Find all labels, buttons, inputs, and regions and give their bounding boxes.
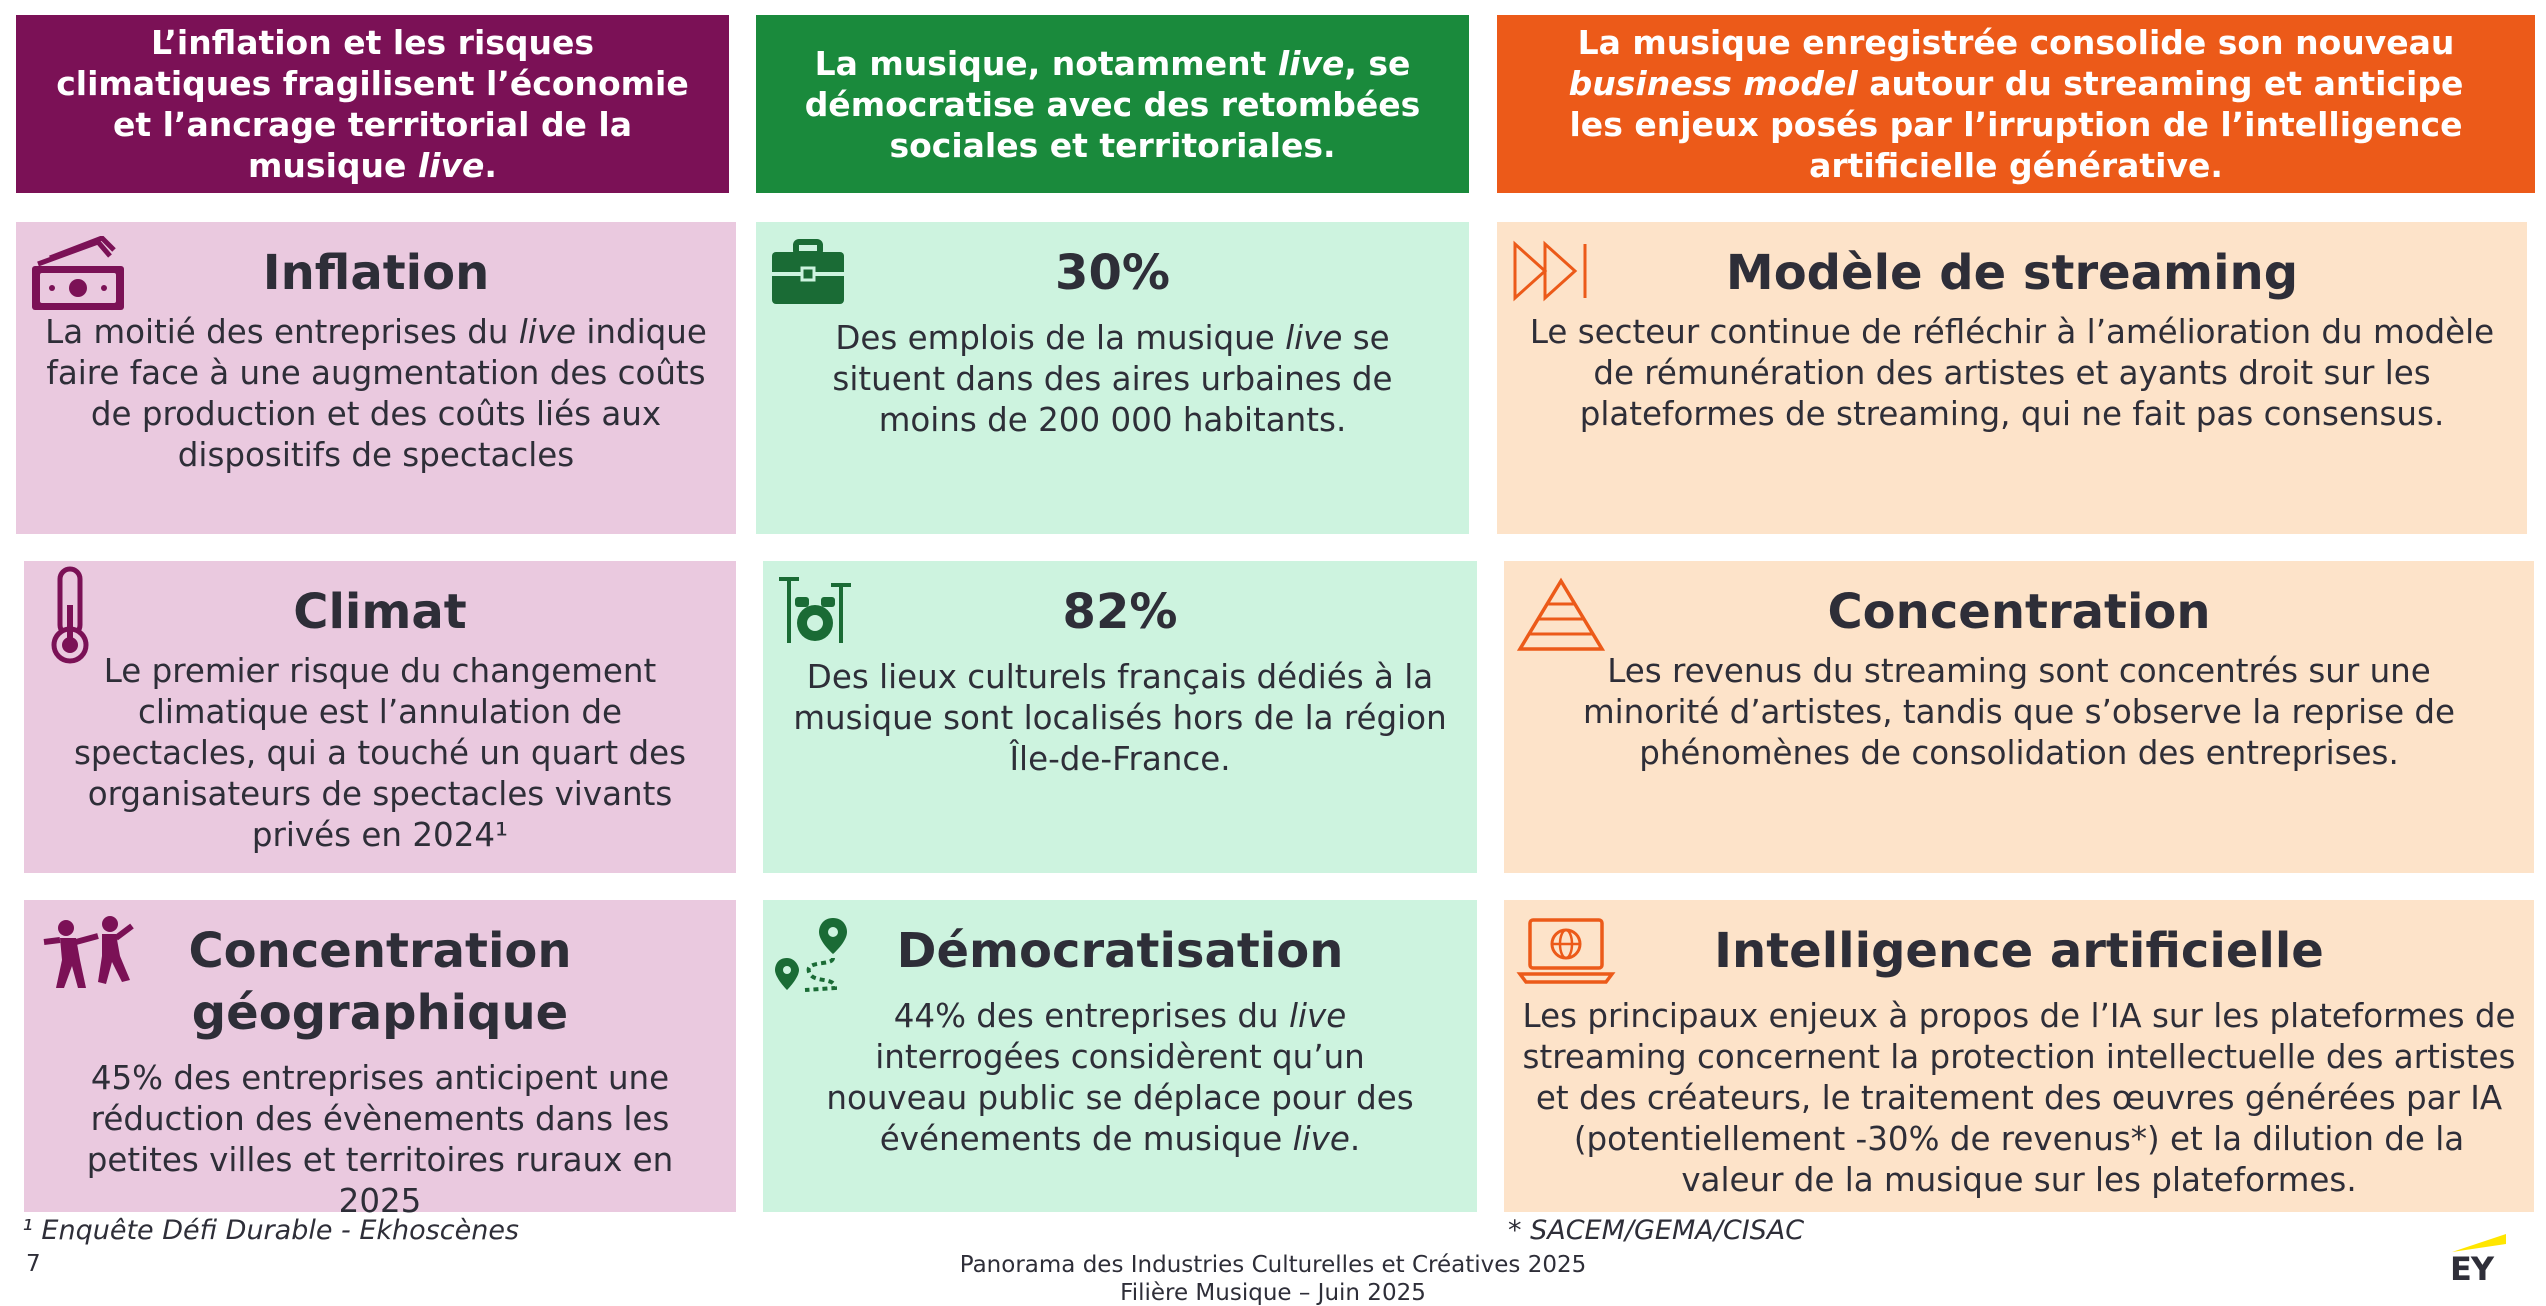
card-venues-82: [763, 561, 1477, 873]
card-title: 30%: [1055, 245, 1170, 301]
footer-title: Panorama des Industries Culturelles et Créatives 2025: [959, 1252, 1587, 1278]
header-text: La musique enregistrée consolide son nouveau: [1577, 23, 2455, 62]
card-text: Des lieux culturels français dédiés à la musique sont localisés hors de la région Île-de-France.: [793, 658, 1447, 778]
card-text: Les principaux enjeux à propos de l’IA sur les plateformes de streaming concernent la protection intellectuelle des artistes et des créateurs, le traitement des œuvres générées par IA (potentiellement -30% de revenus*) et la dilution de la valeur de la musique sur les plateformes.: [1522, 997, 2516, 1199]
card-climate: [24, 561, 736, 873]
card-jobs-30: [756, 222, 1469, 534]
fast-forward-icon: [1509, 236, 1599, 310]
header-inflation-climate: [16, 15, 729, 193]
route-pin-icon: [775, 914, 855, 998]
card-text: 45% des entreprises anticipent une réduction des évènements dans les petites villes et territoires ruraux en 2025: [86, 1059, 674, 1220]
card-text: La moitié des entreprises du live indique faire face à une augmentation des coûts de production et des coûts liés aux dispositifs de spectacles: [45, 313, 707, 474]
header-text: , se démocratise avec des retombées sociales et territoriales.: [804, 43, 1421, 165]
page-number: 7: [26, 1251, 41, 1277]
footnote-source-right: * SACEM/GEMA/CISAC: [1508, 1215, 1805, 1246]
card-text: Des emplois de la musique live se situent dans des aires urbaines de moins de 200 000 habitants.: [832, 319, 1393, 439]
footer-subtitle: Filière Musique – Juin 2025: [1120, 1280, 1426, 1306]
laptop-globe-icon: [1516, 914, 1616, 990]
card-inflation: [16, 222, 736, 534]
header-emphasis: live: [1277, 43, 1345, 83]
card-title: Démocratisation: [896, 923, 1344, 979]
card-ai: [1504, 900, 2534, 1212]
header-text: .: [484, 146, 497, 185]
card-text: 44% des entreprises du live interrogées considèrent qu’un nouveau public se déplace pour des événements de musique live.: [826, 997, 1414, 1158]
card-geo-concentration: [24, 900, 736, 1220]
ey-logo-text: EY: [2450, 1250, 2494, 1288]
header-text: L’inflation et les risques climatiques fragilisent l’économie et l’ancrage territorial de la musique: [56, 23, 689, 185]
card-title: Inflation: [262, 245, 490, 301]
card-streaming-model: [1497, 222, 2527, 534]
thermometer-icon: [46, 565, 96, 669]
drum-kit-icon: [775, 575, 855, 651]
card-title: Modèle de streaming: [1725, 245, 2299, 301]
header-emphasis: live: [417, 146, 485, 185]
card-text: Le premier risque du changement climatique est l’annulation de spectacles, qui a touché un quart des organisateurs de spectacles vivants privés en 2024¹: [73, 652, 687, 854]
dancers-icon: [36, 914, 136, 998]
card-text: Le secteur continue de réfléchir à l’amélioration du modèle de rémunération des artistes et ayants droit sur les plateformes de streaming, qui ne fait pas consensus.: [1529, 313, 2495, 433]
header-recorded-music: [1497, 15, 2535, 193]
pyramid-icon: [1516, 575, 1606, 659]
card-title: Concentration géographique: [188, 923, 572, 1041]
header-text: La musique, notamment: [814, 43, 1278, 83]
ey-logo: [2444, 1228, 2514, 1288]
footnote-source-left: ¹ Enquête Défi Durable - Ekhoscènes: [22, 1215, 519, 1246]
card-text: Les revenus du streaming sont concentrés sur une minorité d’artistes, tandis que s’observe la reprise de phénomènes de consolidation des entreprises.: [1582, 652, 2456, 772]
card-title: Concentration: [1827, 584, 2211, 640]
card-concentration: [1504, 561, 2534, 873]
header-text: autour du streaming et anticipe les enjeux posés par l’irruption de l’intelligence artificielle générative.: [1569, 64, 2464, 185]
money-icon: [28, 236, 128, 320]
card-title: Climat: [293, 584, 467, 640]
card-title: Intelligence artificielle: [1714, 923, 2324, 979]
card-democratisation: [763, 900, 1477, 1212]
card-title: 82%: [1062, 584, 1178, 640]
header-democratisation: [756, 15, 1469, 193]
briefcase-icon: [768, 236, 848, 312]
header-emphasis: business model: [1568, 64, 1858, 103]
